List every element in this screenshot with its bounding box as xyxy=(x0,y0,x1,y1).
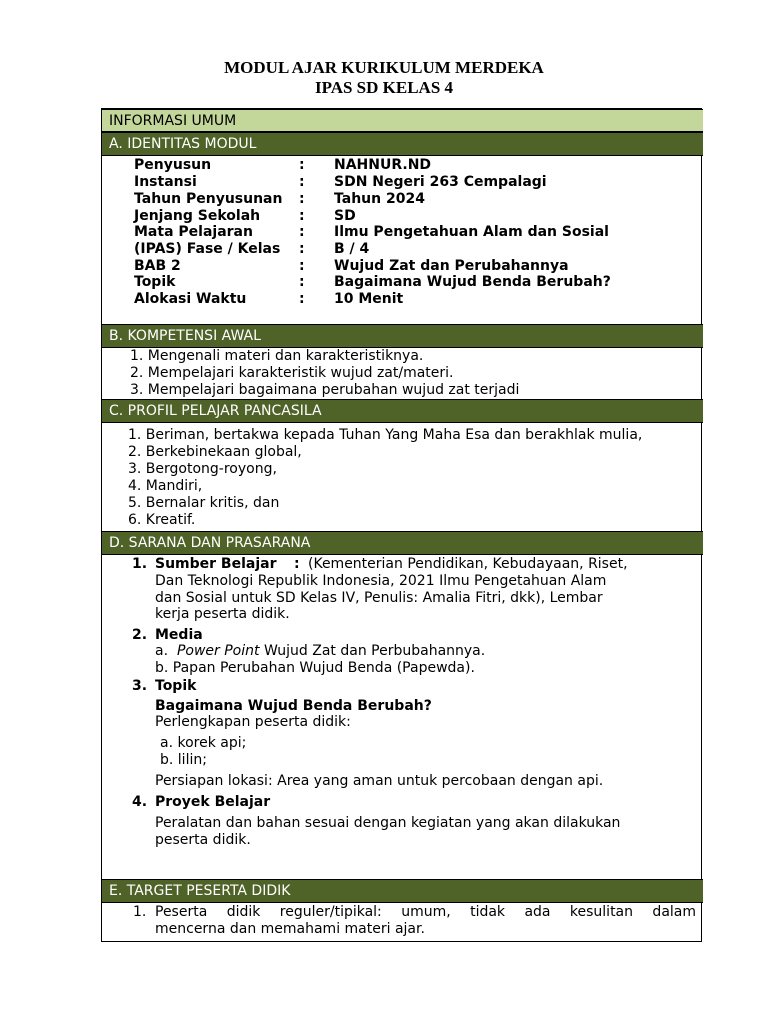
identitas-label: Mata Pelajaran xyxy=(134,224,253,240)
perlengkapan-text: Perlengkapan peserta didik: xyxy=(155,714,351,730)
identitas-colon: : xyxy=(299,191,305,207)
sumber-text: dan Sosial untuk SD Kelas IV, Penulis: Amalia Fitri, dkk), Lembar xyxy=(155,590,603,606)
identitas-colon: : xyxy=(299,174,305,190)
list-item: 1. Mengenali materi dan karakteristiknya. xyxy=(130,348,424,364)
identitas-label: BAB 2 xyxy=(134,258,181,274)
identitas-value: Ilmu Pengetahuan Alam dan Sosial xyxy=(334,224,609,240)
section-kompetensi-awal: B. KOMPETENSI AWAL xyxy=(102,324,703,348)
target-text: mencerna dan memahami materi ajar. xyxy=(155,921,425,937)
sumber-number: 1. xyxy=(132,556,148,572)
identitas-colon: : xyxy=(299,224,305,240)
identitas-label: Jenjang Sekolah xyxy=(134,208,261,224)
identitas-colon: : xyxy=(299,241,305,257)
list-item: b. lilin; xyxy=(160,752,207,768)
media-item-rest: Wujud Zat dan Perbubahannya. xyxy=(263,643,486,659)
section-informasi-umum: INFORMASI UMUM xyxy=(102,109,703,132)
sumber-text: Dan Teknologi Republik Indonesia, 2021 Ilmu Pengetahuan Alam xyxy=(155,573,607,589)
topik-label: Topik xyxy=(155,678,197,694)
identitas-value: Bagaimana Wujud Benda Berubah? xyxy=(334,274,611,290)
media-label: Media xyxy=(155,627,203,643)
section-identitas-modul: A. IDENTITAS MODUL xyxy=(102,132,703,156)
media-item xyxy=(155,643,485,660)
list-item: 2. Berkebinekaan global, xyxy=(128,444,302,460)
topik-number: 3. xyxy=(132,678,148,694)
proyek-number: 4. xyxy=(132,794,148,810)
sumber-text: kerja peserta didik. xyxy=(155,606,290,622)
identitas-label: Alokasi Waktu xyxy=(134,291,247,307)
target-text: Peserta didik reguler/tipikal: umum, tidak ada kesulitan dalam xyxy=(155,904,696,920)
identitas-value: B / 4 xyxy=(334,241,370,257)
document-title-line1: MODUL AJAR KURIKULUM MERDEKA xyxy=(224,58,544,77)
section-sarana-prasarana: D. SARANA DAN PRASARANA xyxy=(102,531,703,555)
identitas-colon: : xyxy=(299,274,305,290)
list-item: 5. Bernalar kritis, dan xyxy=(128,495,280,511)
identitas-value: Wujud Zat dan Perubahannya xyxy=(334,258,569,274)
list-item: 3. Bergotong-royong, xyxy=(128,461,277,477)
proyek-text: Peralatan dan bahan sesuai dengan kegiatan yang akan dilakukan xyxy=(155,815,621,831)
sumber-colon: : xyxy=(294,556,300,572)
section-profil-pelajar: C. PROFIL PELAJAR PANCASILA xyxy=(102,399,703,423)
proyek-label: Proyek Belajar xyxy=(155,794,271,810)
list-item: 1. Beriman, bertakwa kepada Tuhan Yang Maha Esa dan berakhlak mulia, xyxy=(128,427,643,443)
section-target-peserta: E. TARGET PESERTA DIDIK xyxy=(102,879,703,903)
identitas-value: SD xyxy=(334,208,356,224)
identitas-label: Penyusun xyxy=(134,157,212,173)
persiapan-text: Persiapan lokasi: Area yang aman untuk percobaan dengan api. xyxy=(155,773,604,789)
identitas-label: Instansi xyxy=(134,174,197,190)
list-item: 2. Mempelajari karakteristik wujud zat/materi. xyxy=(130,365,454,381)
identitas-colon: : xyxy=(299,258,305,274)
target-number: 1. xyxy=(133,904,147,920)
list-item: a. korek api; xyxy=(160,735,247,751)
identitas-colon: : xyxy=(299,208,305,224)
sumber-text: (Kementerian Pendidikan, Kebudayaan, Riset, xyxy=(308,556,628,572)
list-item: 4. Mandiri, xyxy=(128,478,203,494)
list-item: 6. Kreatif. xyxy=(128,512,196,528)
media-item-prefix: a. xyxy=(155,643,169,659)
media-item-italic: Power Point xyxy=(176,643,260,659)
media-item: b. Papan Perubahan Wujud Benda (Papewda). xyxy=(155,660,475,676)
proyek-text: peserta didik. xyxy=(155,832,251,848)
topik-question: Bagaimana Wujud Benda Berubah? xyxy=(155,698,432,714)
sumber-label: Sumber Belajar xyxy=(155,556,277,572)
identitas-value: NAHNUR.ND xyxy=(334,157,432,173)
list-item: 3. Mempelajari bagaimana perubahan wujud zat terjadi xyxy=(130,382,520,398)
identitas-label: (IPAS) Fase / Kelas xyxy=(134,241,281,257)
identitas-colon: : xyxy=(299,157,305,173)
identitas-label: Topik xyxy=(134,274,176,290)
identitas-colon: : xyxy=(299,291,305,307)
media-number: 2. xyxy=(132,627,148,643)
document-title-line2: IPAS SD KELAS 4 xyxy=(314,78,454,97)
identitas-label: Tahun Penyusunan xyxy=(134,191,283,207)
identitas-value: Tahun 2024 xyxy=(334,191,425,207)
identitas-value: 10 Menit xyxy=(334,291,404,307)
identitas-value: SDN Negeri 263 Cempalagi xyxy=(334,174,547,190)
